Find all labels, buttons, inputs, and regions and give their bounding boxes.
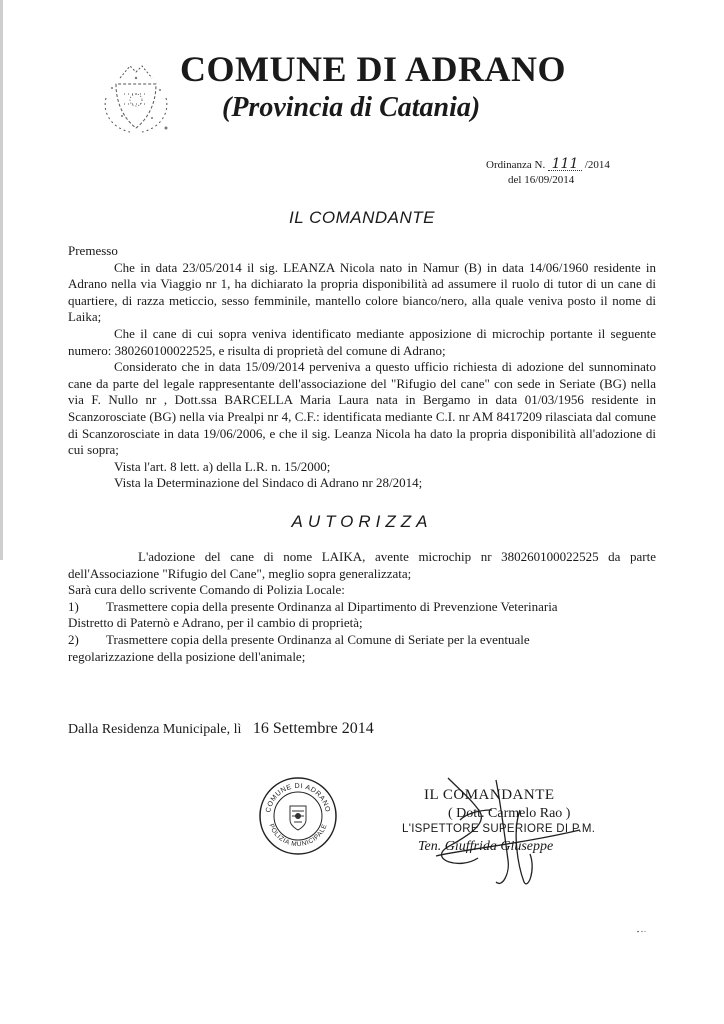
premesso-section — [68, 243, 656, 492]
ordinance-number: 111 — [548, 158, 582, 171]
scan-speck — [636, 930, 646, 933]
closing-place: Dalla Residenza Municipale, lì — [68, 722, 242, 737]
list-item-number: 1) — [68, 598, 79, 614]
province-subtitle: (Provincia di Catania) — [222, 92, 481, 123]
list-item-number: 2) — [68, 631, 79, 647]
signature-title: L'ISPETTORE SUPERIORE DI P.M. — [402, 823, 596, 835]
cura-line: Sarà cura dello scrivente Comando di Polizia Locale: — [68, 582, 345, 598]
list-item-continuation: Distretto di Paternò e Adrano, per il cambio di proprietà; — [68, 615, 363, 631]
scan-edge — [0, 0, 3, 560]
premesso-paragraph: Vista la Determinazione del Sindaco di Adrano nr 28/2014; — [114, 475, 423, 491]
list-item-continuation: regolarizzazione della posizione dell'animale; — [68, 648, 306, 664]
ordinance-label: Ordinanza N. — [486, 159, 546, 171]
closing-place-date — [68, 720, 374, 738]
signature-role: IL COMANDANTE — [424, 787, 555, 803]
official-stamp-icon — [258, 776, 338, 856]
ordinance-year: /2014 — [584, 159, 610, 171]
signature-name-secondary: Ten. Giuffrida Giuseppe — [418, 839, 554, 854]
premesso-paragraph: Che in data 23/05/2014 il sig. LEANZA Nicola nato in Namur (B) in data 14/06/1960 residente in Adrano nella via Viaggio nr 1, ha dichiarato la propria disponibilità ad assumere il ruolo di tutor di un cane di quartiere, di razza meticcio, sesso femminile, mantello colore bianco/nero, alla quale veniva posto il nome di Laika; — [68, 259, 656, 325]
closing-date: 16 Settembre 2014 — [252, 720, 374, 737]
ordinance-date: del 16/09/2014 — [508, 174, 575, 186]
list-item-text: Trasmettere copia della presente Ordinanza al Dipartimento di Prevenzione Veterinaria — [106, 598, 558, 614]
list-item — [68, 599, 656, 616]
autorizza-section — [68, 549, 656, 665]
premesso-paragraph: Considerato che in data 15/09/2014 perveniva a questo ufficio richiesta di adozione del sunnominato cane da parte del legale rappresentante dell'associazione del "Rifugio del cane" con sede in Seriate (BG) nella via F. Nullo nr , Dott.ssa BARCELLA Maria Laura nata in Bergamo in data 01/03/1956 residente in Scanzorosciate (BG) nella via Prealpi nr 4, C.F.: identificata mediante C.I. nr AM 8417209 rilasciata dal comune di Scanzorosciate in data 19/06/2006, e che il sig. Leanza Nicola ha dato la propria disponibilità all'adozione di cui sopra; — [68, 359, 656, 458]
heading-autorizza: AUTORIZZA — [291, 512, 433, 531]
premesso-paragraph: Vista l'art. 8 lett. a) della L.R. n. 15/2000; — [114, 458, 331, 474]
heading-comandante: IL COMANDANTE — [289, 208, 435, 227]
stamp-inner-text: POLIZIA MUNICIPALE — [267, 822, 329, 849]
stamp-outer-text: COMUNE DI ADRANO — [265, 782, 331, 814]
autorizza-paragraph: L'adozione del cane di nome LAIKA, avente microchip nr 380260100022525 da parte dell'Associazione "Rifugio del Cane", meglio sopra generalizzata; — [68, 549, 656, 581]
ordinance-reference — [486, 158, 610, 188]
municipality-title: COMUNE DI ADRANO — [180, 49, 566, 89]
coat-of-arms-icon — [100, 58, 172, 136]
signature-name: ( Dott. Carmelo Rao ) — [448, 806, 571, 821]
list-item-text: Trasmettere copia della presente Ordinanza al Comune di Seriate per la eventuale — [106, 631, 530, 647]
premesso-label: Premesso — [68, 243, 118, 258]
premesso-paragraph: Che il cane di cui sopra veniva identificato mediante apposizione di microchip portante il seguente numero: 380260100022525, e risulta di proprietà del comune di Adrano; — [68, 325, 656, 358]
list-item — [68, 632, 656, 649]
